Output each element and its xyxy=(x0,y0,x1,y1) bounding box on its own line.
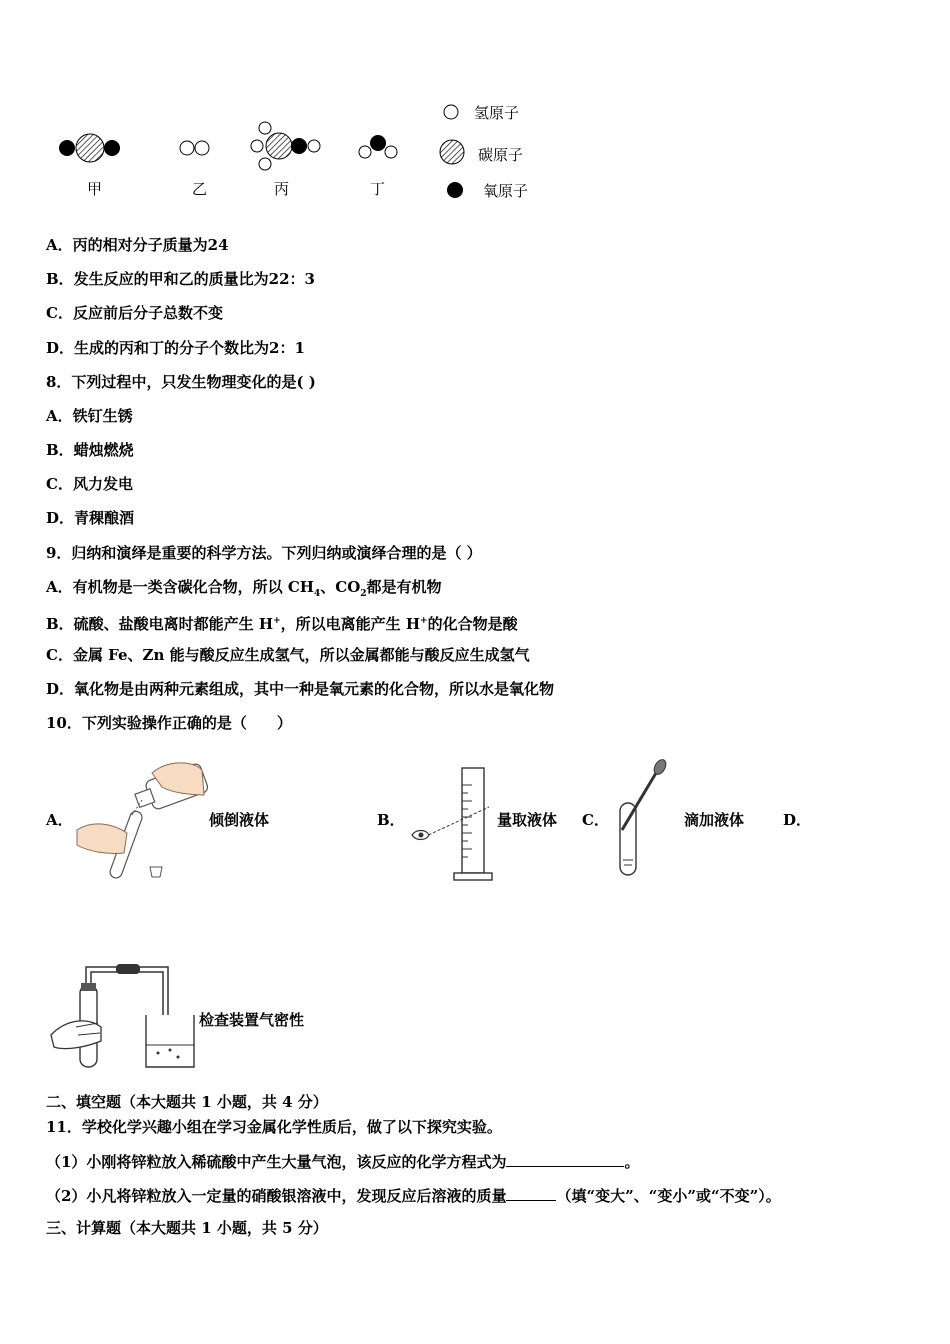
q8-option-a: A．铁钉生锈 xyxy=(46,407,133,425)
hydrogen-atom-icon xyxy=(444,105,458,119)
q8-option-c: C．风力发电 xyxy=(46,475,133,493)
molecule-yi-icon xyxy=(180,141,209,155)
q9-option-b: B．硫酸、盐酸电离时都能产生 H+，所以电离能产生 H+的化合物是酸 xyxy=(46,615,518,633)
molecule-bing-icon xyxy=(251,122,320,170)
q11-part2: （2）小凡将锌粒放入一定量的硝酸银溶液中，发现反应后溶液的质量 （填“变大”、“变小”或“不变”）。 xyxy=(46,1184,781,1206)
q9-option-d: D．氧化物是由两种元素组成，其中一种是氧元素的化合物，所以水是氧化物 xyxy=(46,680,555,698)
molecule-models xyxy=(50,115,400,175)
molecule-label-jia: 甲 xyxy=(87,180,103,198)
q9-stem: 9．归纳和演绎是重要的科学方法。下列归纳或演绎合理的是（ ） xyxy=(46,544,482,562)
q7-option-d: D．生成的丙和丁的分子个数比为2：1 xyxy=(46,339,305,357)
legend-icons xyxy=(436,100,472,200)
molecule-label-ding: 丁 xyxy=(370,180,386,198)
legend-carbon-text: 碳原子 xyxy=(478,146,524,164)
q7-option-a: A．丙的相对分子质量为24 xyxy=(46,236,229,254)
dropper-test-tube-icon xyxy=(610,755,675,880)
q10-option-b-letter: B． xyxy=(377,811,405,829)
q8-stem: 8．下列过程中，只发生物理变化的是( ) xyxy=(46,373,316,391)
q11-stem: 11．学校化学兴趣小组在学习金属化学性质后，做了以下探究实验。 xyxy=(46,1118,502,1136)
legend-hydrogen-text: 氢原子 xyxy=(474,104,520,122)
q9-option-c: C．金属 Fe、Zn 能与酸反应生成氢气，所以金属都能与酸反应生成氢气 xyxy=(46,646,530,664)
graduated-cylinder-icon xyxy=(404,765,499,885)
section2-heading: 二、填空题（本大题共 1 小题，共 4 分） xyxy=(46,1093,328,1111)
pouring-liquid-icon xyxy=(72,755,212,885)
q10-option-c-caption: 滴加液体 xyxy=(684,811,745,829)
q10-stem: 10．下列实验操作正确的是（ ） xyxy=(46,714,292,732)
q10-option-d-letter: D． xyxy=(783,811,812,829)
q7-option-b: B．发生反应的甲和乙的质量比为22：3 xyxy=(46,270,315,288)
oxygen-atom-icon xyxy=(447,182,463,198)
q8-option-d: D．青稞酿酒 xyxy=(46,509,135,527)
q11-part1: （1）小刚将锌粒放入稀硫酸中产生大量气泡，该反应的化学方程式为 。 xyxy=(46,1150,639,1172)
q10-option-a-letter: A． xyxy=(46,811,73,829)
q11-part1-blank[interactable] xyxy=(506,1150,624,1167)
molecule-label-bing: 丙 xyxy=(274,180,290,198)
carbon-atom-icon xyxy=(440,140,464,164)
q8-option-b: B．蜡烛燃烧 xyxy=(46,441,134,459)
q10-option-d-caption: 检查装置气密性 xyxy=(199,1011,305,1029)
molecule-label-yi: 乙 xyxy=(192,180,208,198)
molecule-jia-icon xyxy=(59,134,120,162)
section3-heading: 三、计算题（本大题共 1 小题，共 5 分） xyxy=(46,1219,328,1237)
molecule-ding-icon xyxy=(359,135,397,158)
q11-part2-blank[interactable] xyxy=(506,1184,556,1201)
q9-option-a: A．有机物是一类含碳化合物，所以 $CH_4$、$CO_2$都是有机物 xyxy=(46,578,442,599)
q10-option-b-caption: 量取液体 xyxy=(497,811,558,829)
q7-option-c: C．反应前后分子总数不变 xyxy=(46,304,223,322)
legend-oxygen-text: 氧原子 xyxy=(483,182,529,200)
q10-option-c-letter: C． xyxy=(582,811,609,829)
q10-option-a-caption: 倾倒液体 xyxy=(209,811,270,829)
airtightness-check-icon xyxy=(46,955,201,1073)
